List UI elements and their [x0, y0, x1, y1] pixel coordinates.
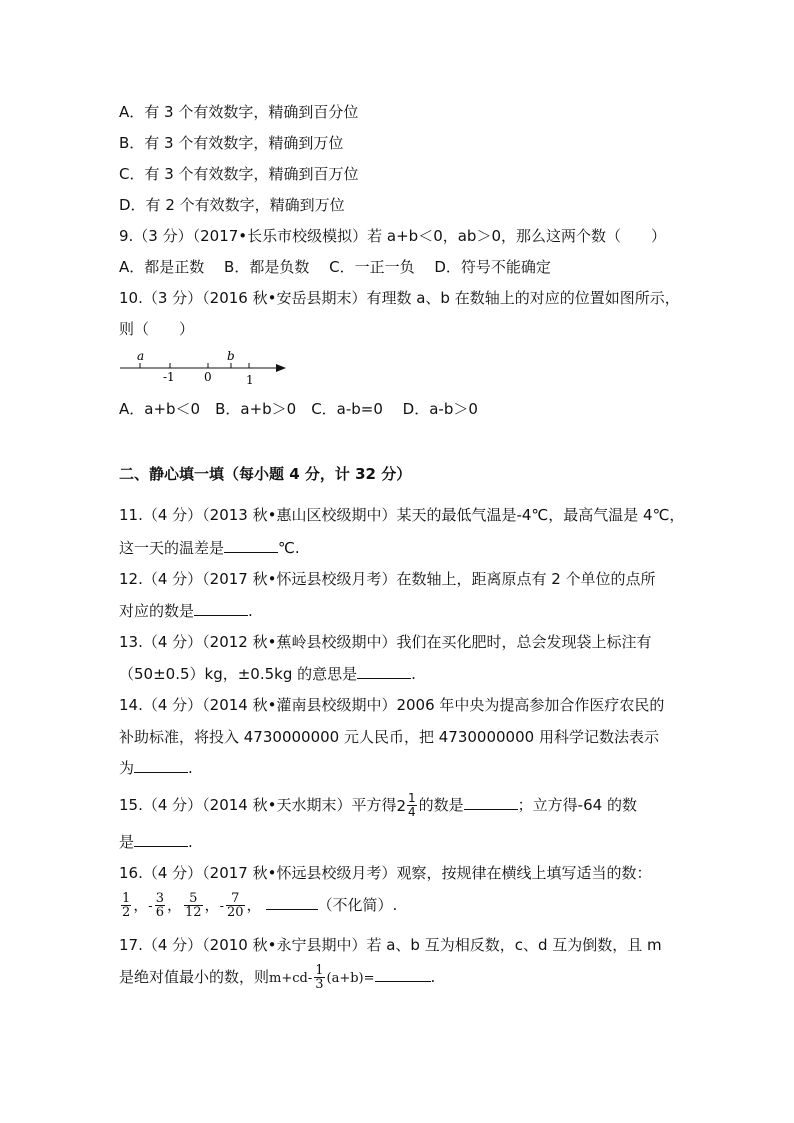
q11-line2 [119, 538, 300, 558]
section-heading: 二、静心填一填（每小题 4 分，计 32 分） [119, 465, 412, 483]
q8-option-a: A．有 3 个有效数字，精确到百分位 [119, 103, 359, 121]
q13-suffix: . [411, 665, 416, 683]
answer-blank[interactable] [134, 832, 188, 847]
q11-suffix: ℃. [278, 539, 300, 557]
q16-line1: 16.（4 分）（2017 秋•怀远县校级月考）观察，按规律在横线上填写适当的数： [119, 864, 652, 882]
label-1: 1 [246, 373, 254, 387]
frac-denominator: 3 [315, 977, 324, 992]
q15-prefix2: 是 [119, 833, 135, 851]
q14-line3 [119, 758, 193, 778]
q12-line1: 12.（4 分）（2017 秋•怀远县校级月考）在数轴上，距离原点有 2 个单位的点所 [119, 570, 656, 588]
q17-line1: 17.（4 分）（2010 秋•永宁县期中）若 a、b 互为相反数，c、d 互为倒数，且 m [119, 936, 662, 954]
q14-line1: 14.（4 分）（2014 秋•灌南县校级期中）2006 年中央为提高参加合作医疗农民的 [119, 696, 665, 714]
answer-blank[interactable] [464, 795, 518, 810]
separator: ， [246, 896, 262, 914]
answer-blank[interactable] [224, 538, 278, 553]
number-line-arrow [276, 364, 286, 372]
label-0: 0 [204, 370, 212, 384]
q15-mid: 的数是 [418, 796, 464, 814]
frac-denominator: 6 [155, 905, 164, 920]
mixed-whole: 2 [396, 796, 407, 815]
answer-blank[interactable] [375, 967, 431, 982]
q12-prefix: 对应的数是 [119, 602, 195, 620]
frac-numerator: 7 [226, 892, 245, 906]
q16-line2 [119, 890, 397, 922]
q17-line2 [119, 962, 435, 994]
q17-prefix: 是绝对值最小的数，则 [119, 968, 270, 986]
frac-numerator: 3 [155, 891, 164, 906]
frac-numerator: 1 [408, 791, 416, 805]
label-neg1: -1 [163, 370, 175, 384]
q13-line2 [119, 664, 416, 684]
separator: ， [166, 896, 182, 914]
answer-blank[interactable] [357, 664, 411, 679]
frac-denominator: 12 [185, 905, 202, 920]
q8-option-c: C．有 3 个有效数字，精确到百万位 [119, 165, 359, 183]
q13-line1: 13.（4 分）（2012 秋•蕉岭县校级期中）我们在买化肥时，总会发现袋上标注有 [119, 633, 652, 651]
q17-suffix: . [430, 968, 436, 986]
frac-denominator: 20 [226, 905, 244, 920]
q12-suffix: . [248, 602, 253, 620]
q9-options: A．都是正数 B．都是负数 C．一正一负 D．符号不能确定 [119, 258, 551, 276]
minus-sign: - [148, 899, 153, 914]
q8-option-b: B．有 3 个有效数字，精确到万位 [119, 134, 344, 152]
frac-numerator: 5 [184, 892, 203, 906]
q16-tail: （不化简）. [317, 896, 398, 914]
q9-stem: 9.（3 分）（2017•长乐市校级模拟）若 a+b＜0，ab＞0，那么这两个数（ ） [119, 227, 666, 245]
frac-denominator: 4 [408, 805, 416, 819]
number-line-figure [118, 344, 293, 388]
q15-suffix2: . [188, 833, 193, 851]
answer-blank[interactable] [194, 601, 248, 616]
q10-stem-line2: 则（ ） [119, 320, 195, 338]
separator: ， [133, 896, 149, 914]
q15-line1 [119, 792, 637, 819]
frac-denominator: 2 [122, 905, 131, 920]
q15-prefix: 15.（4 分）（2014 秋•天水期末）平方得 [119, 796, 397, 814]
q12-line2 [119, 601, 253, 621]
q8-option-d: D．有 2 个有效数字，精确到万位 [119, 196, 345, 214]
mixed-number [396, 792, 418, 819]
q15-suffix: ；立方得-64 的数 [517, 796, 637, 814]
q13-prefix: （50±0.5）kg，±0.5kg 的意思是 [119, 665, 358, 683]
q14-line2: 补助标准，将投入 4730000000 元人民币，把 4730000000 用科学记数法表示 [119, 728, 659, 746]
q15-line2 [119, 832, 193, 852]
answer-blank[interactable] [134, 758, 188, 773]
label-b: b [227, 349, 235, 363]
frac-numerator: 1 [122, 891, 131, 906]
label-a: a [137, 349, 145, 363]
q14-suffix: . [188, 759, 193, 777]
expr-post: (a+b)= [326, 971, 375, 986]
frac-numerator: 1 [315, 963, 324, 978]
q11-line1: 11.（4 分）（2013 秋•惠山区校级期中）某天的最低气温是-4℃，最高气温是 4℃， [119, 506, 685, 524]
q10-options: A．a+b＜0 B．a+b＞0 C．a-b=0 D．a-b＞0 [119, 400, 478, 418]
q14-prefix: 为 [119, 759, 135, 777]
answer-blank[interactable] [266, 895, 318, 910]
q11-prefix: 这一天的温差是 [119, 539, 225, 557]
expr-pre: m+cd- [269, 971, 313, 986]
minus-sign: - [219, 899, 224, 914]
q10-stem-line1: 10.（3 分）（2016 秋•安岳县期末）有理数 a、b 在数轴上的对应的位置如图所示， [119, 289, 680, 307]
separator: ， [204, 896, 220, 914]
